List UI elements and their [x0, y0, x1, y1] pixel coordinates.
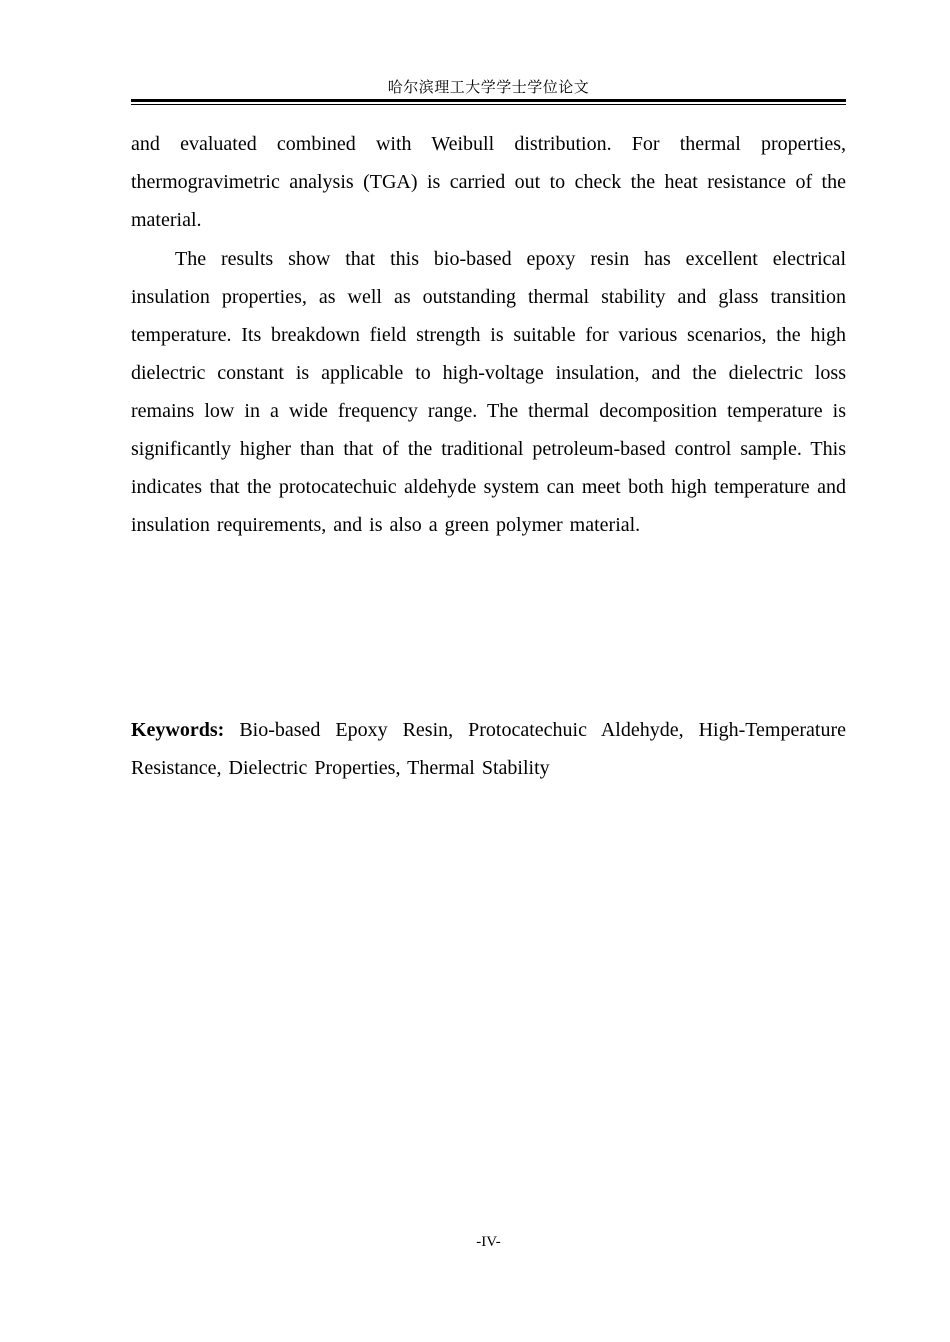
page-number: -IV-	[476, 1234, 501, 1250]
header-rule-thin	[131, 104, 846, 105]
abstract-paragraph-2: The results show that this bio-based epoxy resin has excellent electrical insulation properties, as well as outstanding thermal stability and glass transition temperature. Its breakdown field strength is suitable for various scenarios, the high dielectric constant is applicable to high-voltage insulation, and the dielectric loss remains low in a wide frequency range. The thermal decomposition temperature is significantly higher than that of the traditional petroleum-based control sample. This indicates that the protocatechuic aldehyde system can meet both high temperature and insulation requirements, and is also a green polymer material.	[131, 248, 846, 536]
abstract-paragraph-1: and evaluated combined with Weibull distribution. For thermal properties, thermogravimetric analysis (TGA) is carried out to check the heat resistance of the material.	[131, 133, 846, 231]
page-header-title: 哈尔滨理工大学学士学位论文	[387, 80, 590, 96]
keywords-label: Keywords:	[131, 719, 225, 741]
header-rule-thick	[131, 99, 846, 102]
keywords-paragraph	[131, 711, 846, 787]
keywords-text: Bio-based Epoxy Resin, Protocatechuic Aldehyde, High-Temperature Resistance, Dielectric Properties, Thermal Stability	[131, 719, 846, 779]
